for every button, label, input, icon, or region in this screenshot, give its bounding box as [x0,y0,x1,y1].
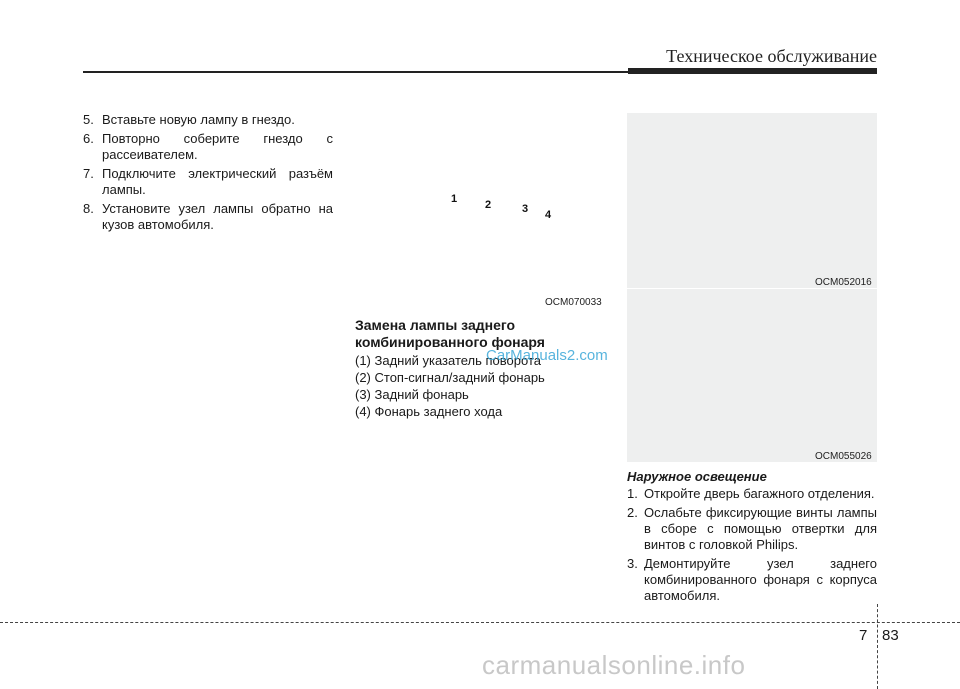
list-item [83,131,333,163]
list-item [627,505,877,553]
step-number: 8. [83,201,94,216]
step-text: Повторно соберите гнездо с рассеивателем. [102,131,333,162]
figure-callout-2: 2 [485,199,492,211]
footer-divider [877,604,878,689]
step-number: 5. [83,112,94,127]
right-steps-list [627,486,877,607]
photo-panel-bottom [627,289,877,462]
step-text: Ослабьте фиксирующие винты лампы в сборе с помощью отвертки для винтов с головкой Philips. [644,505,877,552]
page-header-title: Техническое обслуживание [666,46,877,66]
page-number: 83 [882,627,899,644]
list-item: (4) Фонарь заднего хода [355,404,503,419]
photo-panel-top [627,113,877,288]
step-number: 2. [627,505,638,520]
step-text: Вставьте новую лампу в гнездо. [102,112,295,127]
site-watermark: carmanualsonline.info [482,650,746,680]
header-rule [83,71,628,73]
list-item: (1) Задний указатель поворота [355,353,541,368]
watermark-logo: CarManuals2.com [486,347,608,364]
step-text: Демонтируйте узел заднего комбинированного фонаря с корпуса автомобиля. [644,556,877,603]
subsection-title: Наружное освещение [627,469,767,484]
section-title: Замена лампы заднего комбинированного фонаря [355,317,545,350]
list-item [627,486,877,502]
step-number: 3. [627,556,638,571]
figure-callout-1: 1 [451,193,458,205]
figure-callout-3: 3 [522,203,529,215]
step-number: 7. [83,166,94,181]
step-number: 1. [627,486,638,501]
list-item [83,201,333,233]
footer-rule [0,622,960,623]
list-item [83,112,333,128]
figure-caption: OCM055026 [815,451,872,462]
left-steps-list [83,112,333,236]
chapter-number: 7 [859,627,868,644]
step-number: 6. [83,131,94,146]
step-text: Установите узел лампы обратно на кузов автомобиля. [102,201,333,232]
list-item [627,556,877,604]
header-rule-thick [628,68,877,74]
figure-caption: OCM070033 [545,297,602,308]
figure-caption: OCM052016 [815,277,872,288]
step-text: Подключите электрический разъём лампы. [102,166,333,197]
list-item [83,166,333,198]
list-item: (2) Стоп-сигнал/задний фонарь [355,370,545,385]
step-text: Откройте дверь багажного отделения. [644,486,875,501]
figure-callout-4: 4 [545,209,552,221]
list-item: (3) Задний фонарь [355,387,469,402]
